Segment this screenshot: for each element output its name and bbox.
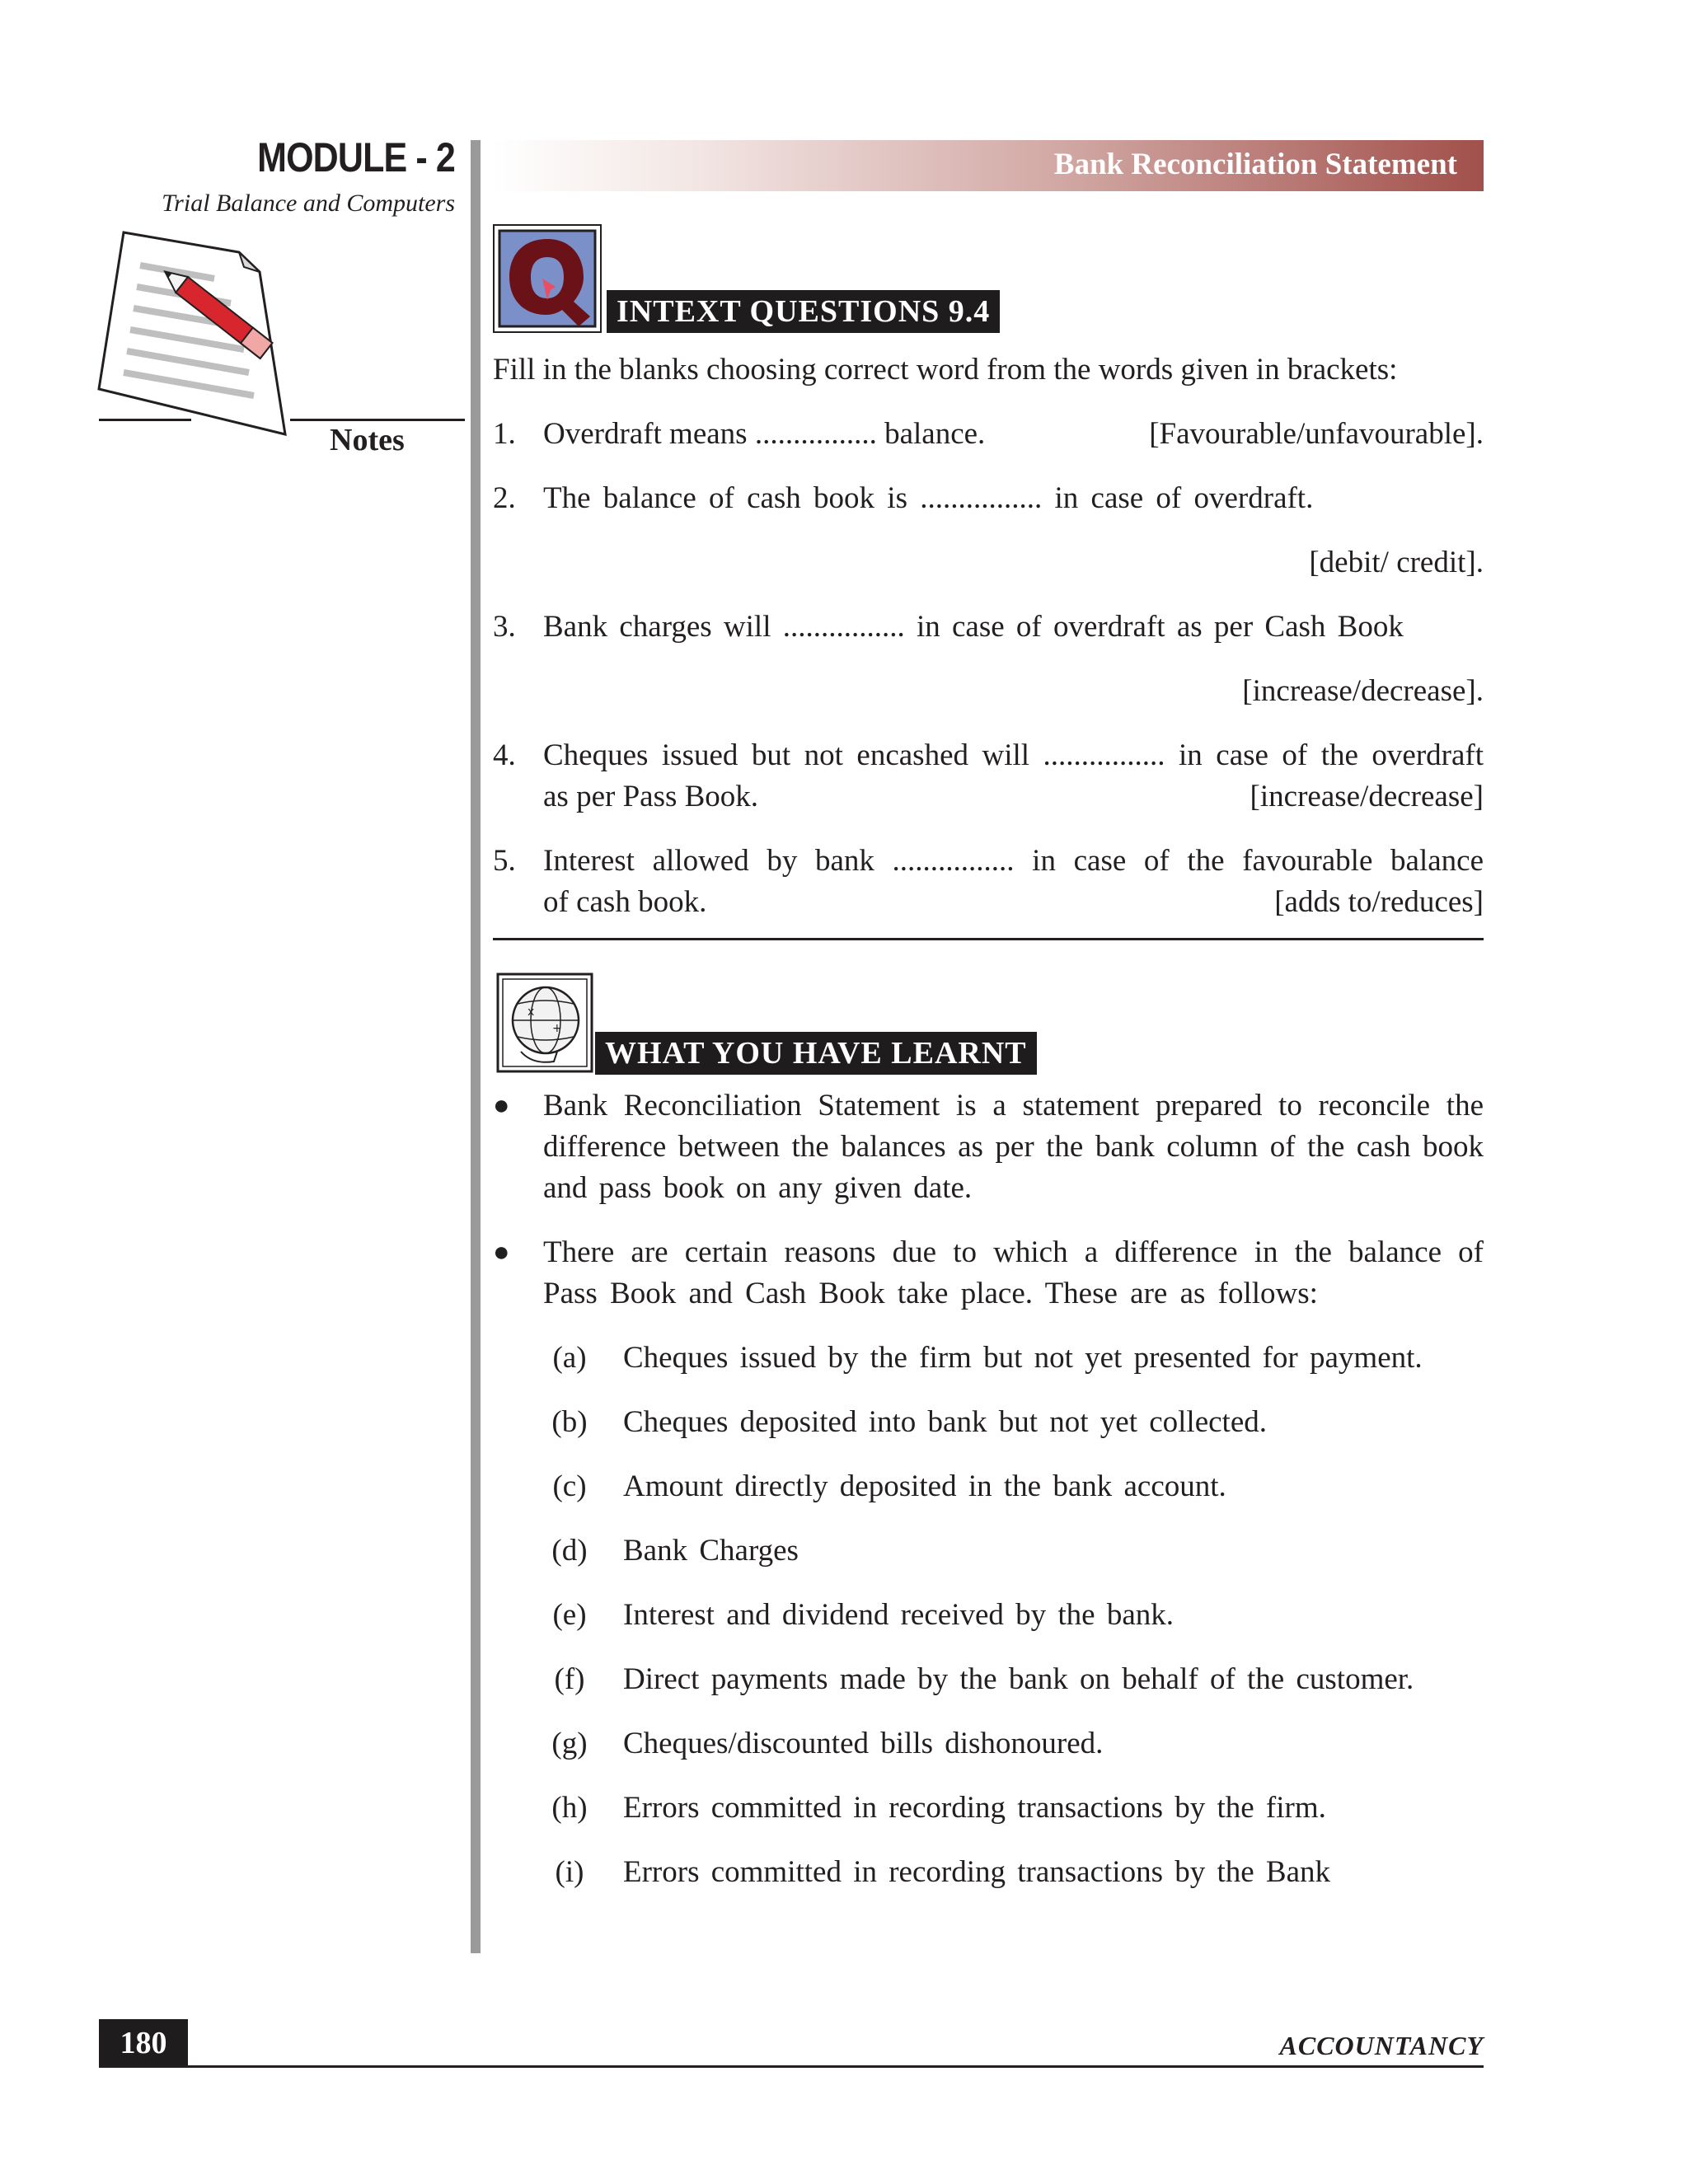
column-separator — [471, 140, 481, 1953]
notes-divider-right — [290, 419, 465, 421]
reason-letter: (i) — [555, 1855, 584, 1889]
question-item — [543, 414, 1484, 455]
reason-letter: (h) — [551, 1791, 588, 1825]
notes-label: Notes — [330, 423, 405, 457]
module-subtitle: Trial Balance and Computers — [162, 190, 455, 217]
reason-text: Cheques issued by the firm but not yet presented for payment. — [623, 1341, 1423, 1375]
svg-text:+: + — [552, 1022, 562, 1035]
question-number: 2. — [493, 481, 516, 515]
page-number: 180 — [99, 2019, 188, 2067]
question-options: [adds to/reduces] — [1274, 885, 1484, 919]
reason-text: Interest and dividend received by the bank. — [623, 1598, 1175, 1632]
reason-text: Direct payments made by the bank on behalf of the customer. — [623, 1662, 1414, 1696]
bullet-icon: ● — [493, 1237, 510, 1268]
reason-text: Bank Charges — [623, 1534, 799, 1568]
question-options: [Favourable/unfavourable]. — [1149, 417, 1484, 451]
reason-letter: (g) — [551, 1727, 588, 1760]
question-text: Overdraft means ................ balance. — [543, 417, 986, 451]
learnt-point-continued: difference between the balances as per the bank column of the cash book — [543, 1130, 1484, 1164]
question-text: The balance of cash book is ................ in case of overdraft. — [543, 481, 1314, 515]
question-number: 4. — [493, 738, 516, 772]
question-number: 1. — [493, 417, 516, 451]
svg-text:x: x — [528, 1005, 535, 1019]
reason-letter: (c) — [552, 1469, 587, 1503]
what-you-have-learnt-heading: WHAT YOU HAVE LEARNT — [595, 1032, 1037, 1075]
reason-letter: (a) — [552, 1341, 587, 1375]
question-item — [543, 882, 1484, 923]
question-options: [increase/decrease]. — [1242, 674, 1484, 708]
learnt-point-continued: Pass Book and Cash Book take place. These are as follows: — [543, 1277, 1318, 1310]
reason-letter: (b) — [551, 1405, 588, 1439]
reason-text: Errors committed in recording transactions by the firm. — [623, 1791, 1326, 1825]
reason-text: Errors committed in recording transactions by the Bank — [623, 1855, 1331, 1889]
question-item — [543, 776, 1484, 818]
question-q-icon — [493, 224, 602, 333]
section-divider — [493, 938, 1484, 940]
reason-letter: (d) — [551, 1534, 588, 1568]
intext-questions-heading: INTEXT QUESTIONS 9.4 — [607, 290, 1000, 333]
question-options: [increase/decrease] — [1250, 780, 1484, 813]
question-number: 5. — [493, 844, 516, 878]
question-options: [debit/ credit]. — [1309, 546, 1484, 579]
globe-head-icon — [496, 972, 593, 1073]
question-number: 3. — [493, 610, 516, 644]
question-text-continued: of cash book. — [543, 885, 707, 919]
chapter-header-band — [491, 140, 1484, 191]
footer-subject: ACCOUNTANCY — [1279, 2031, 1484, 2060]
instruction-text: Fill in the blanks choosing correct word from the words given in brackets: — [493, 353, 1398, 387]
notes-divider-left — [99, 419, 191, 421]
chapter-title: Bank Reconciliation Statement — [1053, 148, 1457, 181]
learnt-point-continued: and pass book on any given date. — [543, 1171, 973, 1205]
question-text-continued: as per Pass Book. — [543, 780, 759, 813]
module-title: MODULE - 2 — [257, 134, 455, 180]
footer-divider — [99, 2065, 1484, 2068]
question-text: Interest allowed by bank ................ in case of the favourable balance — [543, 844, 1484, 878]
learnt-point: Bank Reconciliation Statement is a statement prepared to reconcile the — [543, 1089, 1484, 1122]
reason-letter: (f) — [554, 1662, 585, 1696]
learnt-point: There are certain reasons due to which a difference in the balance of — [543, 1235, 1484, 1269]
bullet-icon: ● — [493, 1090, 510, 1121]
reason-text: Amount directly deposited in the bank account. — [623, 1469, 1226, 1503]
reason-letter: (e) — [552, 1598, 587, 1632]
reason-text: Cheques deposited into bank but not yet collected. — [623, 1405, 1267, 1439]
question-text: Cheques issued but not encashed will ................ in case of the overdraft — [543, 738, 1484, 772]
question-text: Bank charges will ................ in case of overdraft as per Cash Book — [543, 610, 1404, 644]
reason-text: Cheques/discounted bills dishonoured. — [623, 1727, 1104, 1760]
